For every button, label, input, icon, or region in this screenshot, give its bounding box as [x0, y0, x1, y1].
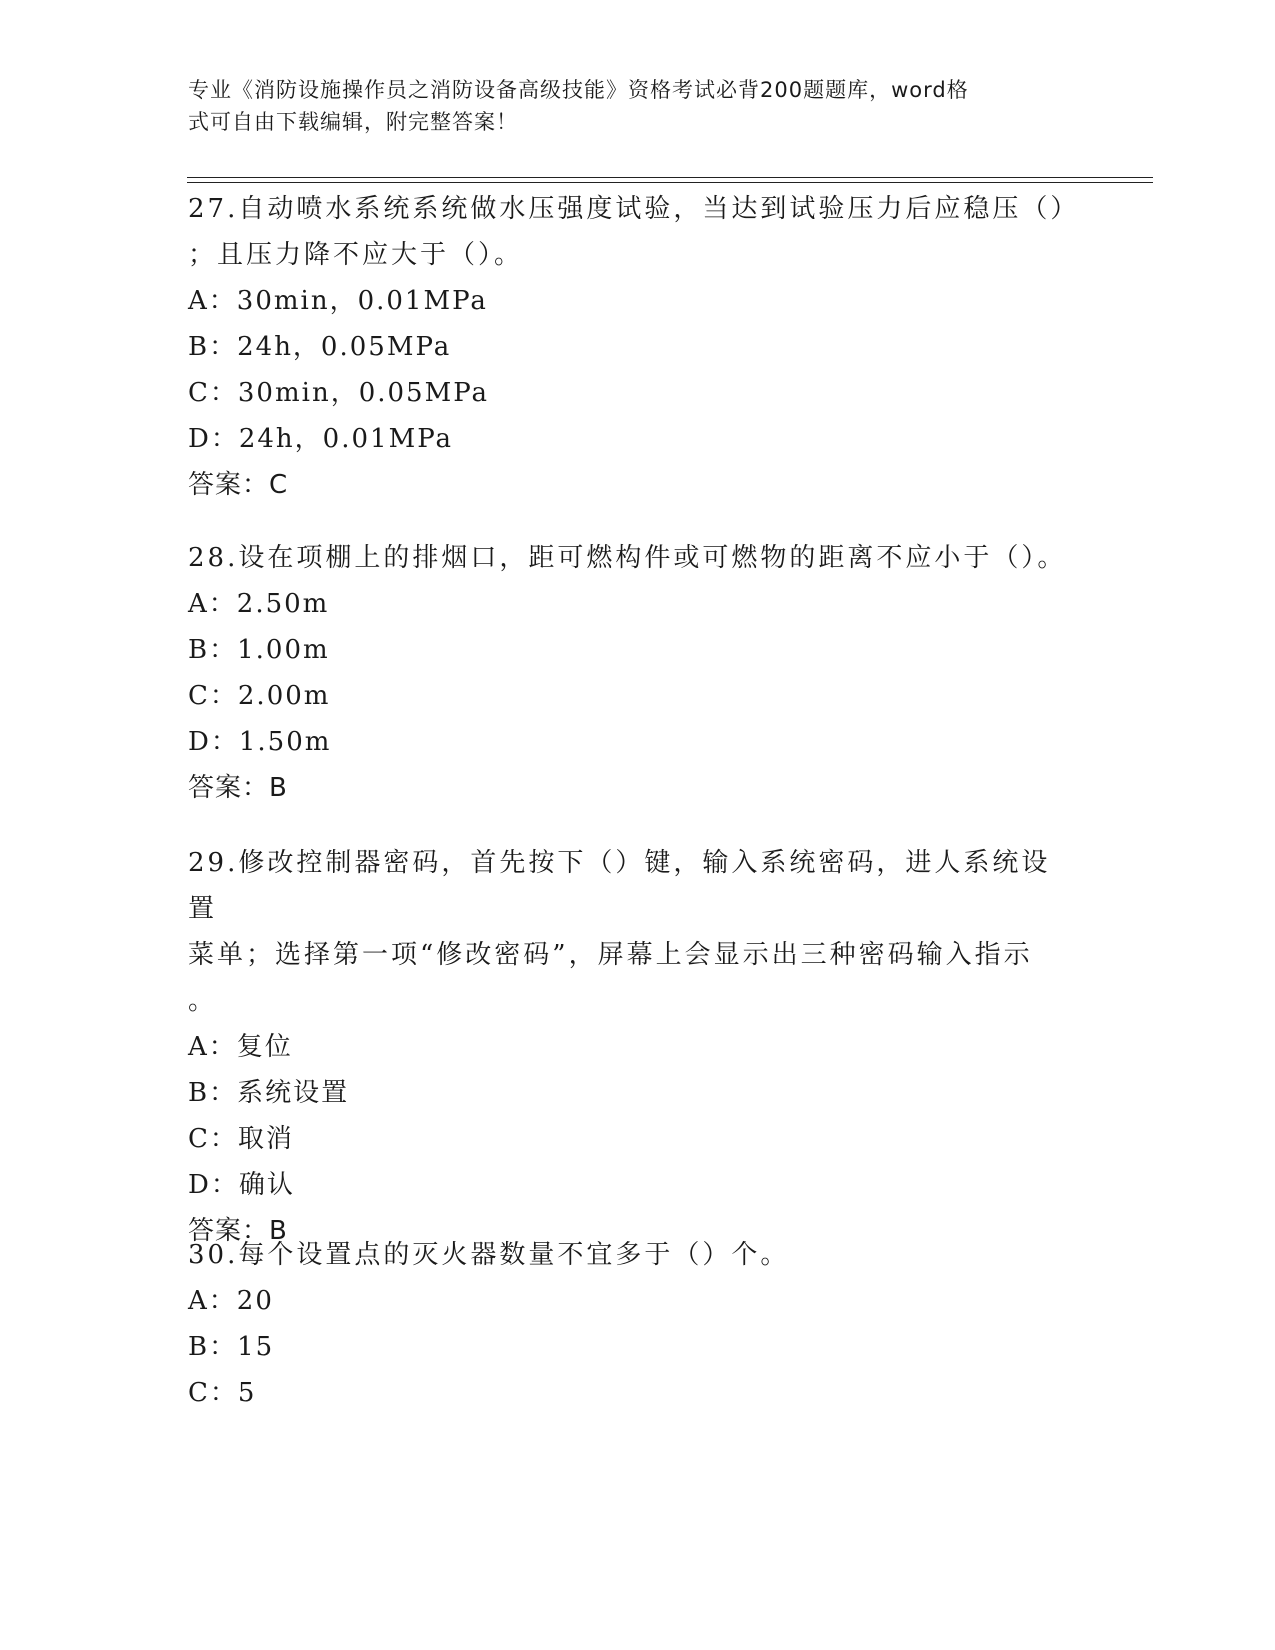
- option-a: A：20: [188, 1286, 274, 1316]
- stem-line: 30.每个设置点的灭火器数量不宜多于（）个。: [188, 1240, 790, 1270]
- option-c: C：30min，0.05MPa: [188, 378, 490, 408]
- option-b: B：24h，0.05MPa: [188, 332, 452, 362]
- stem-line: 菜单；选择第一项“修改密码”，屏幕上会显示出三种密码输入指示: [188, 940, 1033, 970]
- answer-label: 答案：B: [188, 1216, 288, 1246]
- option-c: C：取消: [188, 1124, 294, 1154]
- question-29: [188, 840, 1068, 1254]
- header-line-1: 专业《消防设施操作员之消防设备高级技能》资格考试必背200题题库，word格: [188, 78, 969, 102]
- option-d: D：确认: [188, 1170, 295, 1200]
- question-stem: [188, 1232, 1068, 1278]
- header-divider-top: [187, 177, 1153, 178]
- stem-line: 29.修改控制器密码，首先按下（）键，输入系统密码，进人系统设置: [188, 848, 1051, 924]
- option-b: B：15: [188, 1332, 275, 1362]
- question-30: [188, 1232, 1068, 1416]
- stem-line: 28.设在项棚上的排烟口，距可燃构件或可燃物的距离不应小于（）。: [188, 543, 1067, 573]
- header-line-2: 式可自由下载编辑，附完整答案！: [188, 110, 518, 134]
- option-c: C：5: [188, 1378, 257, 1408]
- option-b: B：系统设置: [188, 1078, 350, 1108]
- stem-line: 27.自动喷水系统系统做水压强度试验，当达到试验压力后应稳压（）: [188, 194, 1080, 224]
- option-b: B：1.00m: [188, 635, 330, 665]
- option-a: A：复位: [188, 1032, 293, 1062]
- question-stem: [188, 186, 1080, 278]
- option-d: D：1.50m: [188, 727, 332, 757]
- question-stem: [188, 535, 1068, 581]
- option-d: D：24h，0.01MPa: [188, 424, 454, 454]
- stem-line: ；且压力降不应大于（）。: [188, 240, 524, 270]
- document-header: [188, 74, 1068, 138]
- header-divider-bottom: [187, 182, 1153, 183]
- question-28: [188, 535, 1068, 811]
- question-27: [188, 186, 1080, 508]
- option-a: A：30min，0.01MPa: [188, 286, 488, 316]
- question-stem: [188, 840, 1068, 1024]
- answer-label: 答案：B: [188, 773, 288, 803]
- stem-line: 。: [188, 986, 218, 1016]
- option-a: A：2.50m: [188, 589, 330, 619]
- option-c: C：2.00m: [188, 681, 331, 711]
- answer-label: 答案：C: [188, 470, 289, 500]
